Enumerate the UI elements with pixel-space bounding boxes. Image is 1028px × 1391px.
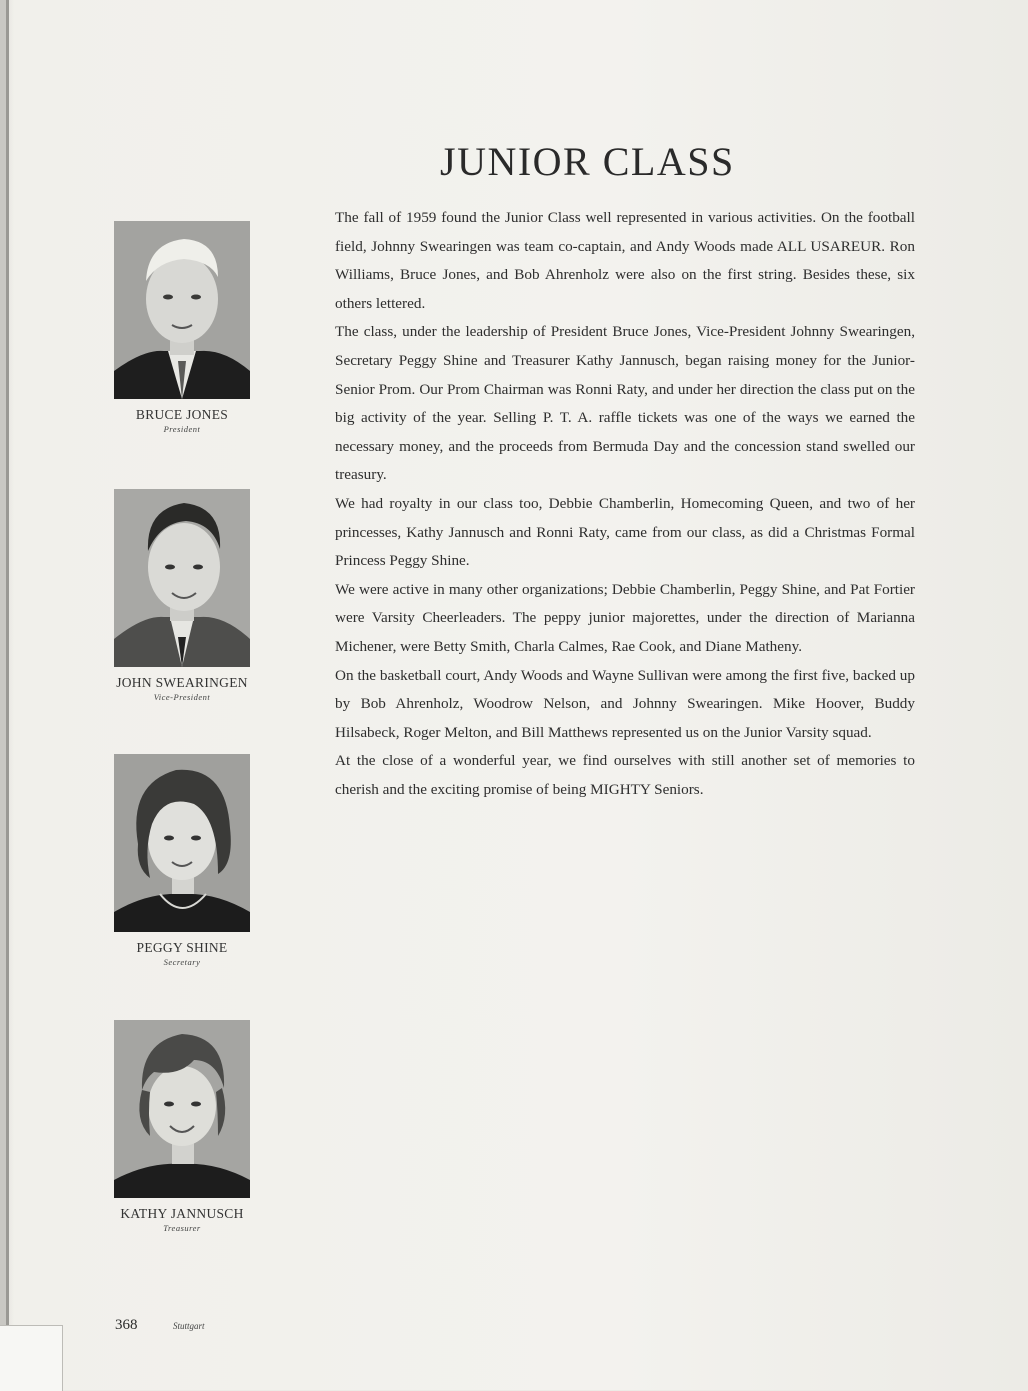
officer-role: President bbox=[163, 424, 201, 434]
officer-portrait-secretary bbox=[112, 754, 252, 967]
portrait-photo bbox=[114, 1020, 250, 1198]
officer-name: BRUCE JONES bbox=[135, 407, 229, 422]
school-name: Stuttgart bbox=[173, 1321, 205, 1331]
female-portrait-image bbox=[114, 754, 250, 932]
portrait-photo bbox=[114, 489, 250, 667]
officer-name: JOHN SWEARINGEN bbox=[116, 675, 248, 690]
officer-portrait-vice-president bbox=[112, 489, 252, 702]
officer-role: Secretary bbox=[163, 957, 201, 967]
male-portrait-image bbox=[114, 221, 250, 399]
scan-corner-patch bbox=[0, 1325, 63, 1391]
paragraph: On the basketball court, Andy Woods and Wayne Sullivan were among the first five, backed up by Bob Ahrenholz, Woodrow Nelson, and Johnny Swearingen. Mike Hoover, Buddy Hilsabeck, Roger Melton, and Bill Matthews represented us on the Junior Varsity squad. bbox=[335, 666, 915, 741]
male-portrait-image bbox=[114, 489, 250, 667]
officer-portrait-treasurer bbox=[112, 1020, 252, 1233]
officer-portrait-president bbox=[112, 221, 252, 434]
paragraph: We had royalty in our class too, Debbie Chamberlin, Homecoming Queen, and two of her princesses, Kathy Jannusch and Ronni Raty, came from our class, as did a Christmas Formal Princess Peggy Shine. bbox=[335, 494, 915, 570]
portrait-photo bbox=[114, 754, 250, 932]
officer-name: PEGGY SHINE bbox=[136, 940, 228, 955]
officer-name: KATHY JANNUSCH bbox=[120, 1206, 244, 1221]
paragraph: The fall of 1959 found the Junior Class well represented in various activities. On the football field, Johnny Swearingen was team co-captain, and Andy Woods made ALL USAREUR. Ron Williams, Bruce Jones, and Bob Ahrenholz were also on the first string. Besides these, six others lettered. bbox=[335, 209, 915, 312]
page-number: 368 bbox=[115, 1317, 138, 1333]
paragraph: We were active in many other organizations; Debbie Chamberlin, Peggy Shine, and Pat Fortier were Varsity Cheerleaders. The peppy junior majorettes, under the direction of Marianna Michener, were Betty Smith, Charla Calmes, Rae Cook, and Diane Matheny. bbox=[335, 580, 915, 655]
binding-edge bbox=[6, 0, 9, 1325]
female-portrait-image bbox=[114, 1020, 250, 1198]
page-title: JUNIOR CLASS bbox=[440, 139, 735, 184]
paragraph: The class, under the leadership of President Bruce Jones, Vice-President Johnny Swearingen, Secretary Peggy Shine and Treasurer Kathy Jannusch, began raising money for the Junior-Senior Prom. Our Prom Chairman was Ronni Raty, and under her direction the class put on the big activity of the year. Selling P. T. A. raffle tickets was one of the ways we earned the necessary money, and the proceeds from Bermuda Day and the concession stand swelled our treasury. bbox=[335, 323, 915, 484]
officer-role: Vice-President bbox=[153, 692, 211, 702]
officer-role: Treasurer bbox=[163, 1223, 201, 1233]
paragraph: At the close of a wonderful year, we find ourselves with still another set of memories to cherish and the exciting promise of being MIGHTY Seniors. bbox=[335, 752, 915, 798]
portrait-photo bbox=[114, 221, 250, 399]
article-body bbox=[335, 204, 915, 804]
